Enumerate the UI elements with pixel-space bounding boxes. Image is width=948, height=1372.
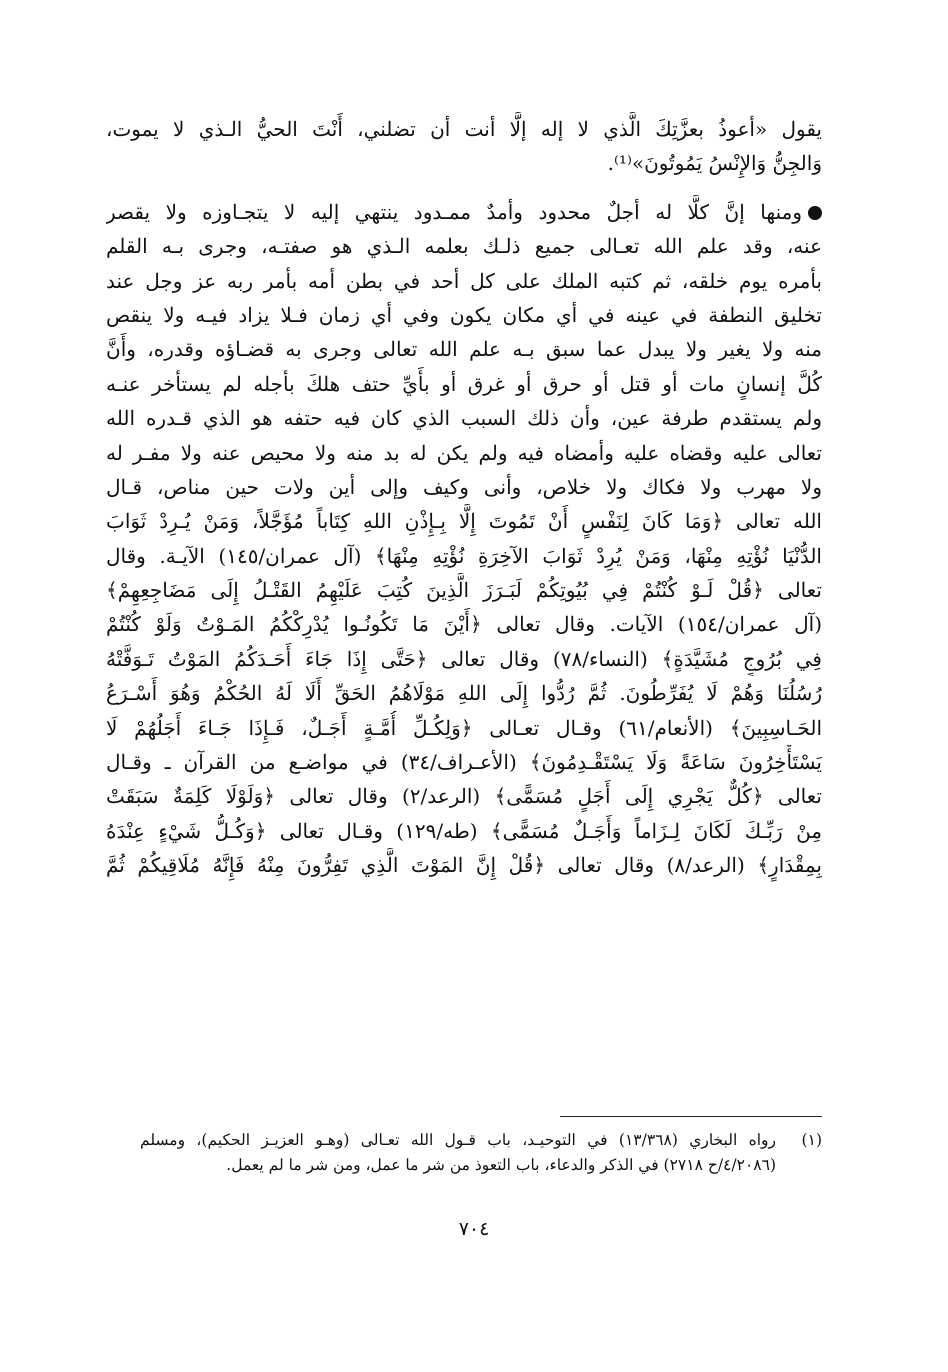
text-line: ولا مهرب ولا فكاك ولا خلاص، وأنى وكيف وإلى أين ولات حين مناص، قـال (106, 474, 822, 499)
text-line: تخليق النطفة في عينه في أي مكان يكون وفي أي زمان فـلا يزاد فيـه ولا ينقص (106, 302, 822, 327)
text-line: بأمره يوم خلقه، ثم كتبه الملك على كل أحد في بطن أمه بأمر ربه عز وجل عند (106, 268, 822, 293)
main-text (106, 112, 822, 883)
text-line: رُسُلُنَا وَهُمْ لَا يُفَرِّطُونَ. ثُمَّ رُدُّوا إِلَى اللهِ مَوْلَاهُمُ الحَقِّ أَلَا لَهُ الحُكْمُ وَهُوَ أَسْـرَعُ (106, 681, 822, 706)
text-line-with-bullet (106, 195, 822, 229)
text-line: بِمِقْدَارٍ﴾ (الرعد/٨) وقال تعالى ﴿قُلْ إِنَّ المَوْتَ الَّذِي تَفِرُّونَ مِنْهُ فَإِنَّهُ مُلَاقِيكُمْ ثُمَّ (106, 853, 822, 878)
text-line: وَالجِنُّ وَالإِنْسُ يَمُوتُونَ»⁽¹⁾. (607, 151, 822, 176)
footnote-number: (١) (801, 1131, 822, 1149)
text-line: مِنْ رَبِّـكَ لَكَانَ لِـزَاماً وَأَجَـلٌ مُسَمًّى﴾ (طه/١٢٩) وقـال تعالى ﴿وَكُـلُّ شَيْءٍ عِنْدَهُ (106, 818, 822, 843)
text-line: تعالى عليه وقضاه عليه وأمضاه فيه ولم يكن له بد منه ولا محيص عنه ولا مفـر له (106, 440, 822, 465)
footnote-body (140, 1128, 776, 1178)
footnote (140, 1128, 822, 1178)
footnote-divider (560, 1116, 822, 1117)
text-line: يَسْتَأْخِرُونَ سَاعَةً وَلَا يَسْتَقْـدِمُونَ﴾ (الأعـراف/٣٤) في مواضـع من القرآن ـ وقـال (106, 750, 822, 775)
text-line: منه ولا يغير ولا يبدل عما سبق بـه علم الله تعالى وجرى به قضـاؤه وقدره، وأَنَّ (106, 337, 822, 362)
text-line: الحَـاسِبِينَ﴾ (الأنعام/٦١) وقـال تعـالى ﴿وَلِكُـلِّ أُمَّـةٍ أَجَـلٌ، فَـإِذَا جَـاءَ أَجَلُهُمْ لَا (106, 715, 822, 740)
text-line: عنه، وقد علم الله تعـالى جميع ذلـك بعلمه الـذي هو صفتـه، وجرى بـه القلم (106, 234, 822, 259)
paragraph-gap (106, 181, 822, 195)
text-line: تعالى ﴿قُلْ لَـوْ كُنْتُمْ فِي بُيُوتِكُمْ لَبَـرَزَ الَّذِينَ كُتِبَ عَلَيْهِمُ القَتْـلُ إِلَى مَضَاجِعِهِمْ﴾ (106, 578, 822, 603)
text-line: فِي بُرُوجٍ مُشَيَّدَةٍ﴾ (النساء/٧٨) وقال تعالى ﴿حَتَّى إِذَا جَاءَ أَحَـدَكُمُ المَوْتُ تَـوَفَّتْهُ (106, 646, 822, 671)
text-line: تعالى ﴿كُلٌّ يَجْرِي إِلَى أَجَلٍ مُسَمًّى﴾ (الرعد/٢) وقال تعالى ﴿وَلَوْلَا كَلِمَةٌ سَبَقَتْ (106, 784, 822, 809)
text-line: ولم يستقدم طرفة عين، وأن ذلك السبب الذي كان فيه حتفه هو الذي قـدره الله (106, 406, 822, 431)
text-line: (آل عمران/١٥٤) الآيات. وقال تعالى ﴿أَيْنَ مَا تَكُونُـوا يُدْرِكْكُمُ المَـوْتُ وَلَوْ كُنْتُمْ (106, 612, 822, 637)
page-number: ٧٠٤ (458, 1218, 490, 1240)
footnote-line: رواه البخاري (١٣/٣٦٨) في التوحيـد، باب قـول الله تعـالى (وهـو العزيـز الحكيم)، ومسلم (140, 1131, 776, 1149)
text-line: الدُّنْيَا نُؤْتِهِ مِنْهَا، وَمَنْ يُرِدْ ثَوَابَ الآخِرَةِ نُؤْتِهِ مِنْهَا﴾ (آل عمران/١٤٥) الآيـة. وقال (106, 543, 822, 568)
footnote-line: (٤/٢٠٨٦/ح ٢٧١٨) في الذكر والدعاء، باب التعوذ من شر ما عمل، ومن شر ما لم يعمل. (226, 1156, 776, 1174)
text-line: ومنها إنَّ كلًّا له أجلٌ محدود وأمدٌ ممـدود ينتهي إليه لا يتجـاوزه ولا يقصر (106, 199, 802, 224)
text-line: يقول «أعوذُ بعزَّتِكَ الَّذي لا إله إلَّا أنت أن تضلني، أَنْتَ الحيُّ الـذي لا يموت، (106, 117, 822, 141)
bullet-icon (808, 206, 822, 220)
text-line: كُلَّ إنسانٍ مات أو قتل أو حرق أو غرق أو بأَيِّ حتف هلكَ بأجله لم يستأخر عنـه (106, 371, 822, 396)
text-line: الله تعالى ﴿وَمَا كَانَ لِنَفْسٍ أَنْ تَمُوتَ إِلَّا بِـإِذْنِ اللهِ كِتَاباً مُؤَجَّلاً، وَمَنْ يُـرِدْ ثَوَابَ (106, 509, 822, 534)
